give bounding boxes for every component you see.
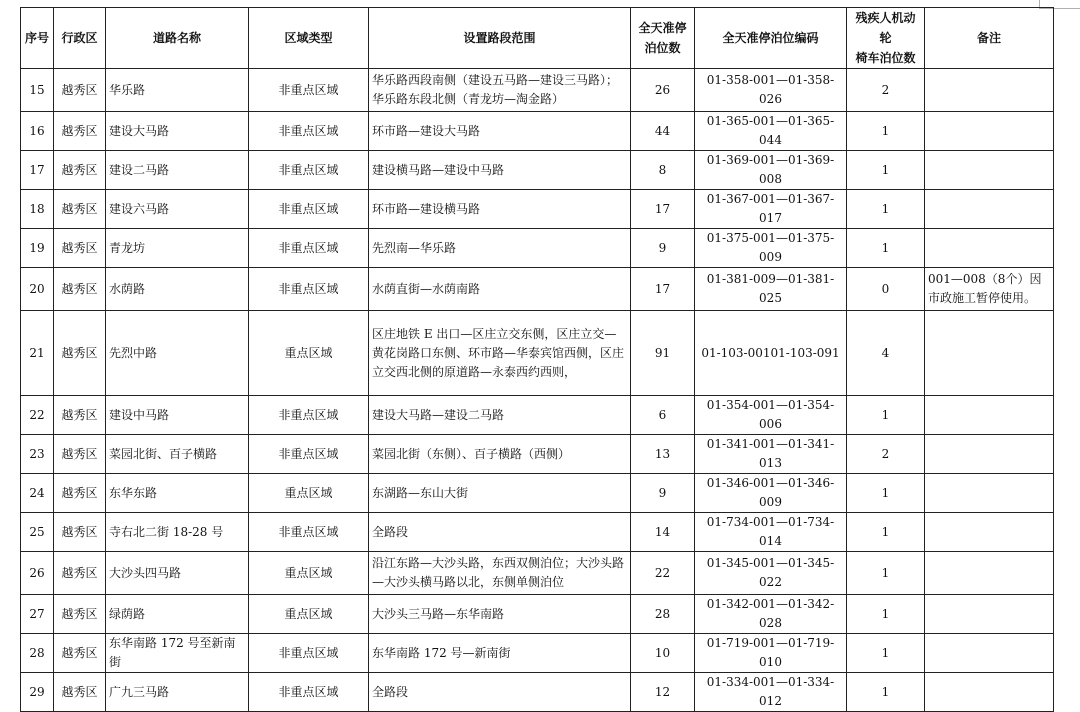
- cell-disabled: 0: [847, 268, 925, 311]
- cell-range: 环市路—建设横马路: [369, 190, 631, 229]
- cell-zone: 重点区域: [249, 552, 369, 595]
- cell-seq: 23: [21, 435, 54, 474]
- cell-disabled: 1: [847, 513, 925, 552]
- cell-remarks: [925, 396, 1054, 435]
- cell-range: 建设横马路—建设中马路: [369, 151, 631, 190]
- header-range: 设置路段范围: [369, 8, 631, 69]
- header-codes: 全天准停泊位编码: [695, 8, 847, 69]
- cell-range: 建设大马路—建设二马路: [369, 396, 631, 435]
- cell-remarks: [925, 595, 1054, 634]
- table-row: [21, 595, 1054, 634]
- cell-range: 全路段: [369, 513, 631, 552]
- cell-zone: 非重点区域: [249, 634, 369, 673]
- table-row: [21, 634, 1054, 673]
- cell-spots: 6: [631, 396, 695, 435]
- cell-zone: 非重点区域: [249, 112, 369, 151]
- table-row: [21, 396, 1054, 435]
- cell-disabled: 1: [847, 190, 925, 229]
- cell-spots: 9: [631, 474, 695, 513]
- table-body: [21, 69, 1054, 712]
- cell-range: 全路段: [369, 673, 631, 712]
- cell-range: 沿江东路—大沙头路，东西双侧泊位；大沙头路—大沙头横马路以北，东侧单侧泊位: [369, 552, 631, 595]
- header-seq: 序号: [21, 8, 54, 69]
- cell-codes: 01-375-001—01-375-009: [695, 229, 847, 268]
- cell-road: 青龙坊: [106, 229, 249, 268]
- cell-disabled: 2: [847, 435, 925, 474]
- cell-road: 先烈中路: [106, 311, 249, 396]
- header-spots: [631, 8, 695, 69]
- cell-spots: 9: [631, 229, 695, 268]
- header-disabled-line2: 椅车泊位数: [855, 51, 916, 65]
- cell-road: 菜园北街、百子横路: [106, 435, 249, 474]
- cell-zone: 非重点区域: [249, 513, 369, 552]
- cell-seq: 24: [21, 474, 54, 513]
- cell-codes: 01-345-001—01-345-022: [695, 552, 847, 595]
- cell-codes: 01-367-001—01-367-017: [695, 190, 847, 229]
- cell-codes: 01-734-001—01-734-014: [695, 513, 847, 552]
- cell-road: 东华东路: [106, 474, 249, 513]
- cell-seq: 21: [21, 311, 54, 396]
- cell-disabled: 1: [847, 634, 925, 673]
- cell-codes: 01-342-001—01-342-028: [695, 595, 847, 634]
- cell-zone: 非重点区域: [249, 151, 369, 190]
- table-header-row: [21, 8, 1054, 69]
- cell-district: 越秀区: [54, 69, 106, 112]
- cell-seq: 20: [21, 268, 54, 311]
- table-row: [21, 513, 1054, 552]
- cell-disabled: 1: [847, 112, 925, 151]
- cell-disabled: 1: [847, 552, 925, 595]
- table-row: [21, 268, 1054, 311]
- cell-spots: 14: [631, 513, 695, 552]
- cell-zone: 重点区域: [249, 474, 369, 513]
- cell-disabled: 1: [847, 673, 925, 712]
- table-row: [21, 552, 1054, 595]
- cell-remarks: [925, 311, 1054, 396]
- header-road: 道路名称: [106, 8, 249, 69]
- cell-spots: 10: [631, 634, 695, 673]
- header-disabled-spots: [847, 8, 925, 69]
- cell-remarks: [925, 513, 1054, 552]
- cell-road: 建设中马路: [106, 396, 249, 435]
- cell-range: 区庄地铁 E 出口—区庄立交东侧，区庄立交—黄花岗路口东侧、环市路—华泰宾馆西侧，区庄立交西北侧的原道路—永泰西约西则，: [369, 311, 631, 396]
- cell-district: 越秀区: [54, 634, 106, 673]
- cell-remarks: [925, 673, 1054, 712]
- cell-road: 建设大马路: [106, 112, 249, 151]
- cell-range: 菜园北街（东侧）、百子横路（西侧）: [369, 435, 631, 474]
- cell-seq: 17: [21, 151, 54, 190]
- cell-range: 大沙头三马路—东华南路: [369, 595, 631, 634]
- cell-district: 越秀区: [54, 552, 106, 595]
- cell-spots: 13: [631, 435, 695, 474]
- cell-road: 大沙头四马路: [106, 552, 249, 595]
- cell-spots: 28: [631, 595, 695, 634]
- cell-remarks: [925, 435, 1054, 474]
- cell-remarks: [925, 151, 1054, 190]
- cell-seq: 27: [21, 595, 54, 634]
- cell-range: 东湖路—东山大街: [369, 474, 631, 513]
- header-remarks: 备注: [925, 8, 1054, 69]
- cell-remarks: [925, 112, 1054, 151]
- cell-zone: 重点区域: [249, 595, 369, 634]
- cell-codes: 01-719-001—01-719-010: [695, 634, 847, 673]
- cell-district: 越秀区: [54, 190, 106, 229]
- cell-remarks: 001—008（8个）因市政施工暂停使用。: [925, 268, 1054, 311]
- cell-codes: 01-369-001—01-369-008: [695, 151, 847, 190]
- cell-seq: 22: [21, 396, 54, 435]
- cell-district: 越秀区: [54, 396, 106, 435]
- cell-disabled: 2: [847, 69, 925, 112]
- cell-remarks: [925, 552, 1054, 595]
- cell-district: 越秀区: [54, 513, 106, 552]
- cell-seq: 18: [21, 190, 54, 229]
- table-row: [21, 69, 1054, 112]
- cell-seq: 26: [21, 552, 54, 595]
- cell-seq: 16: [21, 112, 54, 151]
- cell-zone: 非重点区域: [249, 190, 369, 229]
- table-row: [21, 311, 1054, 396]
- cell-zone: 非重点区域: [249, 396, 369, 435]
- cell-zone: 非重点区域: [249, 229, 369, 268]
- cell-codes: 01-334-001—01-334-012: [695, 673, 847, 712]
- table-row: [21, 151, 1054, 190]
- cell-district: 越秀区: [54, 474, 106, 513]
- cell-spots: 8: [631, 151, 695, 190]
- cell-range: 环市路—建设大马路: [369, 112, 631, 151]
- cell-disabled: 4: [847, 311, 925, 396]
- cell-district: 越秀区: [54, 151, 106, 190]
- cell-disabled: 1: [847, 474, 925, 513]
- cell-district: 越秀区: [54, 595, 106, 634]
- cell-codes: 01-354-001—01-354-006: [695, 396, 847, 435]
- parking-table: [20, 7, 1054, 712]
- cell-district: 越秀区: [54, 435, 106, 474]
- cell-road: 建设二马路: [106, 151, 249, 190]
- header-district: 行政区: [54, 8, 106, 69]
- cell-spots: 17: [631, 190, 695, 229]
- cell-codes: 01-346-001—01-346-009: [695, 474, 847, 513]
- cell-spots: 12: [631, 673, 695, 712]
- cell-seq: 15: [21, 69, 54, 112]
- cell-seq: 25: [21, 513, 54, 552]
- cell-road: 华乐路: [106, 69, 249, 112]
- cell-road: 东华南路 172 号至新南街: [106, 634, 249, 673]
- cell-zone: 非重点区域: [249, 435, 369, 474]
- cell-codes: 01-358-001—01-358-026: [695, 69, 847, 112]
- cell-district: 越秀区: [54, 112, 106, 151]
- cell-district: 越秀区: [54, 311, 106, 396]
- cell-codes: 01-341-001—01-341-013: [695, 435, 847, 474]
- cell-seq: 19: [21, 229, 54, 268]
- cell-remarks: [925, 229, 1054, 268]
- cell-spots: 17: [631, 268, 695, 311]
- table-row: [21, 229, 1054, 268]
- header-zone-type: 区域类型: [249, 8, 369, 69]
- cell-road: 寺右北二街 18-28 号: [106, 513, 249, 552]
- cell-zone: 非重点区域: [249, 69, 369, 112]
- cell-road: 绿荫路: [106, 595, 249, 634]
- cell-spots: 26: [631, 69, 695, 112]
- cell-district: 越秀区: [54, 229, 106, 268]
- cell-seq: 28: [21, 634, 54, 673]
- cell-remarks: [925, 69, 1054, 112]
- cell-zone: 重点区域: [249, 311, 369, 396]
- table-row: [21, 112, 1054, 151]
- cell-range: 华乐路西段南侧（建设五马路—建设三马路）；华乐路东段北侧（青龙坊—淘金路）: [369, 69, 631, 112]
- cell-disabled: 1: [847, 595, 925, 634]
- header-disabled-line1: 残疾人机动轮: [855, 11, 916, 45]
- cell-remarks: [925, 474, 1054, 513]
- table-row: [21, 190, 1054, 229]
- cell-road: 广九三马路: [106, 673, 249, 712]
- cell-disabled: 1: [847, 396, 925, 435]
- cell-range: 先烈南—华乐路: [369, 229, 631, 268]
- cell-disabled: 1: [847, 229, 925, 268]
- cell-district: 越秀区: [54, 268, 106, 311]
- cell-spots: 22: [631, 552, 695, 595]
- cell-remarks: [925, 190, 1054, 229]
- header-spots-line2: 泊位数: [644, 41, 681, 55]
- cell-road: 水荫路: [106, 268, 249, 311]
- cell-disabled: 1: [847, 151, 925, 190]
- cell-remarks: [925, 634, 1054, 673]
- cell-spots: 91: [631, 311, 695, 396]
- cell-seq: 29: [21, 673, 54, 712]
- table-row: [21, 673, 1054, 712]
- header-spots-line1: 全天准停: [638, 21, 687, 35]
- cell-zone: 非重点区域: [249, 268, 369, 311]
- cell-spots: 44: [631, 112, 695, 151]
- cell-road: 建设六马路: [106, 190, 249, 229]
- cell-codes: 01-103-00101-103-091: [695, 311, 847, 396]
- cell-codes: 01-381-009—01-381-025: [695, 268, 847, 311]
- cell-range: 东华南路 172 号—新南街: [369, 634, 631, 673]
- cell-range: 水荫直街—水荫南路: [369, 268, 631, 311]
- table-row: [21, 435, 1054, 474]
- cell-zone: 非重点区域: [249, 673, 369, 712]
- cell-district: 越秀区: [54, 673, 106, 712]
- table-row: [21, 474, 1054, 513]
- cell-codes: 01-365-001—01-365-044: [695, 112, 847, 151]
